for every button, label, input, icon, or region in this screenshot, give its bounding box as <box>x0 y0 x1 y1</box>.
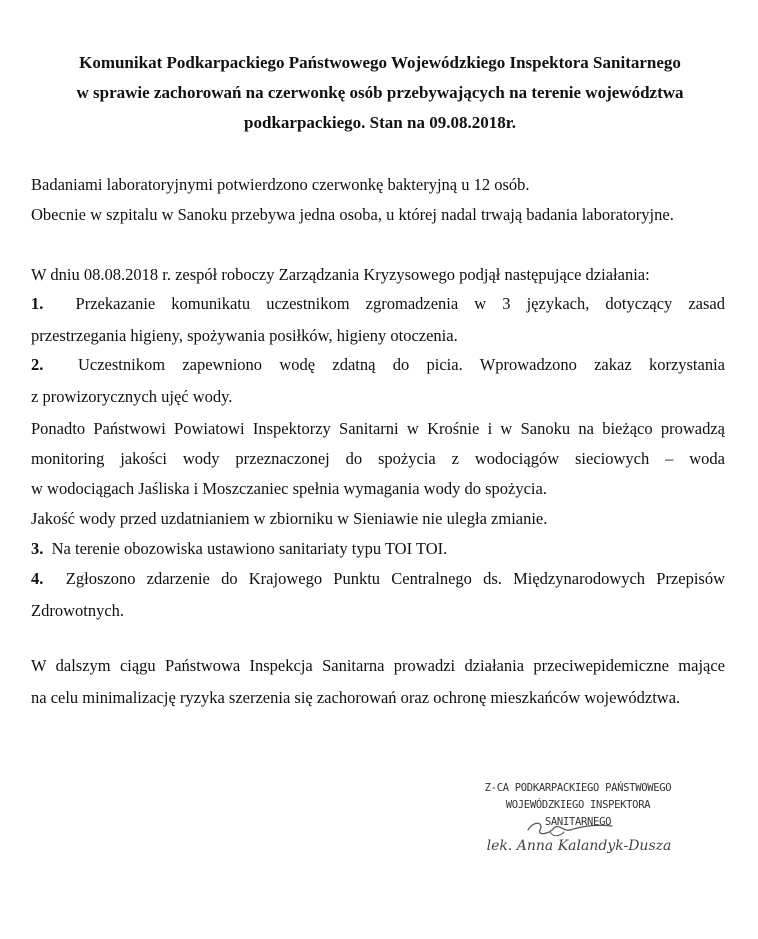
closing-line-2: na celu minimalizację ryzyka szerzenia się zachorowań oraz ochronę mieszkańców województwa. <box>31 688 681 707</box>
additional-info-line-4: Jakość wody przed uzdatnianiem w zbiorniku w Sieniawie nie uległa zmianie. <box>31 509 548 528</box>
stamp-line-2: WOJEWÓDZKIEGO INSPEKTORA SANITARNEGO <box>505 799 651 828</box>
additional-info-line-3: w wodociągach Jaśliska i Moszczaniec spełnia wymagania wody do spożycia. <box>31 479 547 498</box>
closing-line-1: W dalszym ciągu Państwowa Inspekcja Sanitarna prowadzi działania przeciwepidemiczne mające <box>31 656 725 675</box>
stamp-line-1: Z-CA PODKARPACKIEGO PAŃSTWOWEGO <box>484 782 672 794</box>
action-item-1-text: Przekazanie komunikatu uczestnikom zgromadzenia w 3 językach, dotyczący zasad <box>75 294 726 313</box>
additional-info <box>31 416 725 532</box>
action-item-3-number: 3. <box>31 539 44 558</box>
additional-info-line-1: Ponadto Państwowi Powiatowi Inspektorzy Sanitarni w Krośnie i w Sanoku na bieżąco prowadzą <box>31 419 725 438</box>
action-item-2 <box>31 352 725 410</box>
intro-line-2: Obecnie w szpitalu w Sanoku przebywa jedna osoba, u której nadal trwają badania laboratoryjne. <box>31 205 674 224</box>
action-item-1-line-2: przestrzegania higieny, spożywania posiłków, higieny otoczenia. <box>31 326 458 345</box>
action-item-1-line-1 <box>31 291 725 317</box>
action-item-4-line-2: Zdrowotnych. <box>31 601 125 620</box>
additional-info-line-2: monitoring jakości wody przeznaczonej do spożycia z wodociągów sieciowych – woda <box>31 449 725 468</box>
closing-paragraph <box>31 653 725 711</box>
title-line-2: w sprawie zachorowań na czerwonkę osób przebywających na terenie województwa <box>76 83 684 102</box>
action-item-1 <box>31 291 725 349</box>
action-item-2-text: Uczestnikom zapewniono wodę zdatną do picia. Wprowadzono zakaz korzystania <box>77 355 726 374</box>
action-item-4-text: Zgłoszono zdarzenie do Krajowego Punktu Centralnego ds. Międzynarodowych Przepisów <box>65 569 726 588</box>
action-item-1-number: 1. <box>31 294 44 313</box>
document-title <box>40 48 720 138</box>
action-item-3-text: Na terenie obozowiska ustawiono sanitariaty typu TOI TOI. <box>51 539 448 558</box>
action-item-3 <box>31 536 725 562</box>
intro-line-1: Badaniami laboratoryjnymi potwierdzono czerwonkę bakteryjną u 12 osób. <box>31 175 530 194</box>
title-line-3: podkarpackiego. Stan na 09.08.2018r. <box>244 113 516 132</box>
signer-name: lek. Anna Kalandyk-Dusza <box>486 838 672 854</box>
action-item-2-number: 2. <box>31 355 44 374</box>
actions-section <box>31 262 725 624</box>
actions-lead: W dniu 08.08.2018 r. zespół roboczy Zarządzania Kryzysowego podjął następujące działania: <box>31 265 650 284</box>
action-item-4-number: 4. <box>31 569 44 588</box>
title-line-1: Komunikat Podkarpackiego Państwowego Wojewódzkiego Inspektora Sanitarnego <box>79 53 681 72</box>
intro-paragraph <box>31 172 725 228</box>
action-item-4-line-1 <box>31 566 725 592</box>
action-item-2-line-1 <box>31 352 725 378</box>
action-item-4 <box>31 566 725 624</box>
action-item-2-line-2: z prowizorycznych ujęć wody. <box>31 387 233 406</box>
